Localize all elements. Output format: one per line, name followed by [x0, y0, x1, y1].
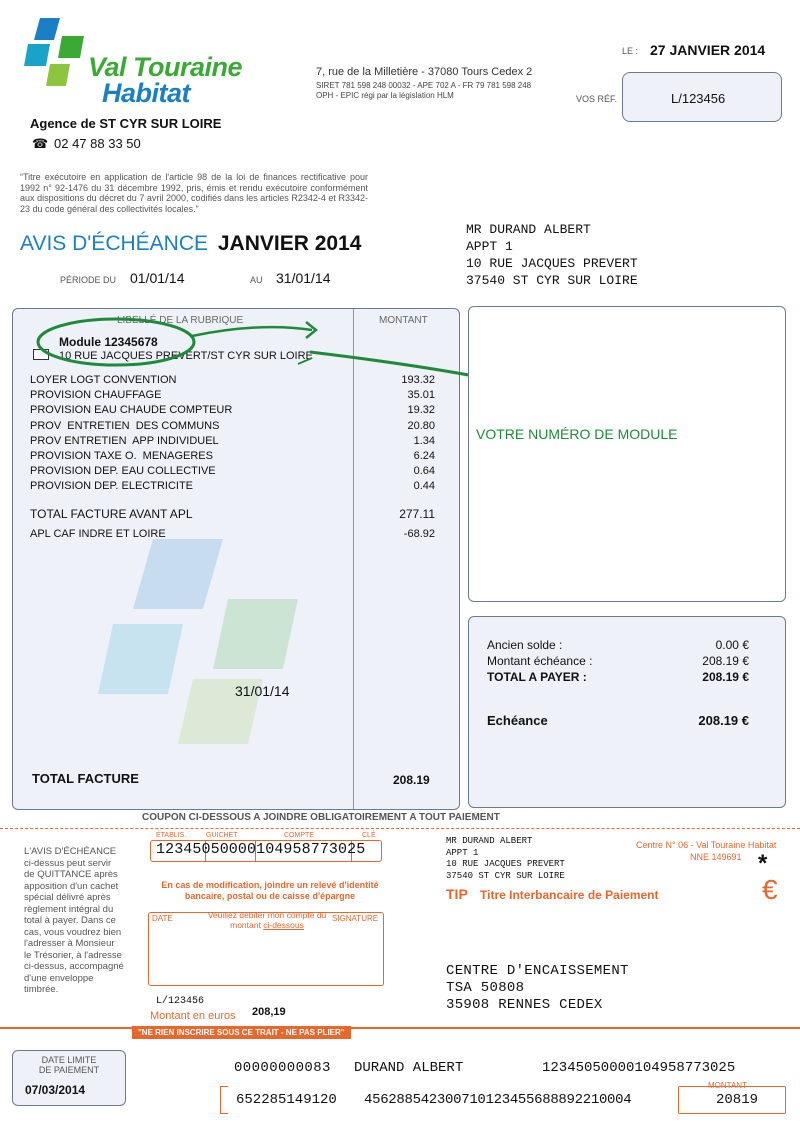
- agency-name: Agence de ST CYR SUR LOIRE: [30, 116, 222, 131]
- date-field-label: DATE: [152, 914, 173, 923]
- total-to-pay-label: TOTAL A PAYER :: [487, 670, 587, 684]
- bank-number: 12345050000104958773025: [156, 841, 366, 858]
- due-amount-row: [487, 653, 749, 669]
- recipient-address: [466, 221, 638, 289]
- total-amount: 208.19: [393, 773, 430, 787]
- amount-label: Montant en euros: [150, 1010, 236, 1022]
- company-legal-1: SIRET 781 598 248 00032 - APE 702 A - FR 79 781 598 248: [316, 81, 532, 90]
- apl-amount: -68.92: [403, 528, 435, 540]
- recipient-line1: MR DURAND ALBERT: [466, 222, 591, 237]
- coupon-amount: 208,19: [252, 1006, 286, 1018]
- subtotal-label: TOTAL FACTURE AVANT APL: [30, 507, 193, 521]
- logo-line1: Val Touraine: [88, 52, 243, 82]
- payment-code-2: 12345050000104958773025: [542, 1060, 736, 1076]
- charge-label: PROVISION DEP. ELECTRICITE: [30, 480, 194, 493]
- do-not-write-line: [0, 1027, 800, 1029]
- coupon-recipient-line3: 10 RUE JACQUES PREVERT: [446, 859, 565, 869]
- euro-icon: €: [762, 874, 778, 905]
- charge-label: PROV ENTRETIEN APP INDIVIDUEL: [30, 434, 219, 447]
- bank-label-etab: ÉTABLIS.: [156, 832, 187, 839]
- module-number: Module 12345678: [59, 335, 158, 349]
- label-column-header: LIBELLÉ DE LA RUBRIQUE: [117, 315, 244, 326]
- blank-panel: [468, 306, 786, 602]
- charge-amount: 19.32: [407, 404, 435, 417]
- logo-line2: Habitat: [102, 78, 191, 108]
- summary-panel: [468, 616, 786, 808]
- ref-box: [622, 72, 782, 122]
- logo-mark-icon: [20, 14, 90, 92]
- bank-label-guichet: GUICHET: [206, 832, 238, 839]
- bank-label-compte: COMPTE: [284, 832, 314, 839]
- payment-code-1: 00000000083: [234, 1060, 331, 1076]
- notice-title-a: AVIS D'ÉCHÉANCE: [20, 232, 208, 255]
- do-not-write-banner: "NE RIEN INSCRIRE SOUS CE TRAIT - NE PAS PLIER": [132, 1026, 351, 1039]
- bank-label-cle: CLÉ: [362, 832, 376, 839]
- property-address: 10 RUE JACQUES PREVERT/ST CYR SUR LOIRE: [59, 350, 313, 362]
- collection-centre-line1: CENTRE D'ENCAISSEMENT: [446, 963, 629, 979]
- total-label: TOTAL FACTURE: [32, 771, 139, 786]
- payment-code-4: 456288542300710123455688892210004: [364, 1092, 632, 1108]
- recipient-line3: 10 RUE JACQUES PREVERT: [466, 256, 638, 271]
- coupon-ref: L/123456: [156, 996, 205, 1007]
- notice-title: [20, 232, 361, 256]
- coupon-recipient-line1: MR DURAND ALBERT: [446, 836, 533, 846]
- tip-label: TIP: [446, 886, 468, 902]
- period-to-label: AU: [250, 275, 263, 285]
- total-to-pay-value: 208.19 €: [702, 670, 749, 684]
- coupon-cut-line: [0, 828, 800, 829]
- company-address: 7, rue de la Milletière - 37080 Tours Cedex 2: [316, 66, 533, 78]
- modification-text: En cas de modification, joindre un relevé d'identité bancaire, postal ou de caisse d'épargne: [161, 880, 379, 901]
- coupon-recipient: [446, 836, 565, 882]
- due-date-value: 208.19 €: [698, 713, 749, 728]
- centre-label: Centre N° 06 - Val Touraine Habitat: [636, 840, 777, 850]
- total-to-pay-row: [487, 669, 749, 685]
- period-to: 31/01/14: [276, 270, 331, 286]
- charge-amount: 6.24: [413, 450, 435, 463]
- summary-lines: [487, 637, 749, 685]
- recipient-line2: APPT 1: [466, 239, 513, 254]
- charge-label: PROVISION DEP. EAU COLLECTIVE: [30, 465, 216, 478]
- apl-label: APL CAF INDRE ET LOIRE: [30, 528, 166, 540]
- notice-title-b: JANVIER 2014: [217, 232, 362, 255]
- debit-link[interactable]: ci-dessous: [263, 920, 304, 930]
- charge-label: PROVISION TAXE O. MENAGERES: [30, 450, 213, 463]
- coupon-recipient-line4: 37540 ST CYR SUR LOIRE: [446, 870, 565, 881]
- company-legal-2: OPH - EPIC régi par la législation HLM: [316, 91, 454, 100]
- subtotal-amount: 277.11: [399, 507, 435, 521]
- ref-value: L/123456: [671, 91, 726, 106]
- period-from-label: PÉRIODE DU: [60, 275, 117, 285]
- debit-text: [204, 910, 330, 930]
- due-amount-value: 208.19 €: [702, 654, 749, 668]
- collection-centre-line3: 35908 RENNES CEDEX: [446, 997, 603, 1013]
- debit-instruction: Veuillez débiter mon compte du montant: [207, 910, 327, 930]
- collection-centre-line2: TSA 50808: [446, 980, 525, 996]
- document-date: 27 JANVIER 2014: [650, 42, 766, 58]
- charge-amount: 193.32: [401, 374, 435, 386]
- charge-label: PROVISION EAU CHAUDE COMPTEUR: [30, 404, 233, 417]
- payment-code-3: 652285149120: [236, 1092, 337, 1108]
- date-stamp: 31/01/14: [235, 683, 290, 699]
- tip-text: Titre Interbancaire de Paiement: [480, 888, 659, 902]
- telephone-icon: ☎: [32, 136, 49, 151]
- signature-label: SIGNATURE: [332, 914, 379, 923]
- due-amount-label: Montant échéance :: [487, 654, 593, 668]
- nne-label: NNE 149691: [690, 852, 742, 862]
- ref-label: VOS RÉF.: [576, 94, 618, 104]
- charge-amount: 0.64: [413, 465, 435, 478]
- footer-amount: 20819: [716, 1092, 759, 1108]
- recipient-line4: 37540 ST CYR SUR LOIRE: [466, 273, 638, 288]
- charge-amount: 0.44: [413, 480, 435, 493]
- payer-name: DURAND ALBERT: [354, 1060, 464, 1076]
- deadline-date: 07/03/2014: [25, 1083, 86, 1097]
- charge-label: PROVISION CHAUFFAGE: [30, 389, 162, 402]
- date-label: LE :: [622, 46, 639, 56]
- coupon-recipient-line2: APPT 1: [446, 847, 479, 858]
- previous-balance-label: Ancien solde :: [487, 638, 563, 652]
- collection-centre: [446, 963, 629, 1014]
- coupon-side-text: L'AVIS D'ÉCHÉANCE ci-dessus peut servir de QUITTANCE après apposition d'un cachet spécial délivré après règlement intégral du total à payer. Dans ce cas, vous voudrez bien l'adresser à Monsieur le Trésorier, à l'adresse ci-dessus, accompagné d'une enveloppe timbrée.: [24, 846, 124, 995]
- legal-notice: “Titre exécutoire en application de l'article 98 de la loi de finances rectificative pour 1992 n° 92-1476 du 31 décembre 1992, pris, émis et rendu exécutoire conformément aux dispositions du décret du 7 avril 2000, codifiés dans les articles R2342-4 et R3342-23 du code général des collectivités locales.”: [20, 172, 368, 214]
- due-date-label: Echéance: [487, 713, 548, 728]
- payment-deadline-box: [12, 1050, 126, 1106]
- footer-amount-label: MONTANT: [708, 1081, 747, 1090]
- due-date-row: [487, 713, 749, 728]
- previous-balance-value: 0.00 €: [715, 638, 749, 652]
- deadline-label-2: DE PAIEMENT: [38, 1065, 100, 1075]
- star-mark: *: [758, 850, 768, 877]
- charge-amount: 20.80: [407, 419, 435, 432]
- period-from: 01/01/14: [130, 270, 185, 286]
- module-annotation-text: VOTRE NUMÉRO DE MODULE: [476, 426, 678, 442]
- footer-left-bracket: [220, 1086, 228, 1114]
- charge-amount: 1.34: [413, 434, 435, 447]
- agency-phone: 02 47 88 33 50: [54, 136, 141, 151]
- amount-column-header: MONTANT: [379, 315, 428, 326]
- charge-label: PROV ENTRETIEN DES COMMUNS: [30, 419, 220, 432]
- coupon-title: COUPON CI-DESSOUS A JOINDRE OBLIGATOIREMENT A TOUT PAIEMENT: [142, 812, 500, 823]
- charge-label: LOYER LOGT CONVENTION: [30, 374, 177, 386]
- charge-amount: 35.01: [407, 389, 435, 402]
- logo: [20, 14, 260, 110]
- deadline-label-1: DATE LIMITE: [41, 1055, 97, 1065]
- previous-balance-row: [487, 637, 749, 653]
